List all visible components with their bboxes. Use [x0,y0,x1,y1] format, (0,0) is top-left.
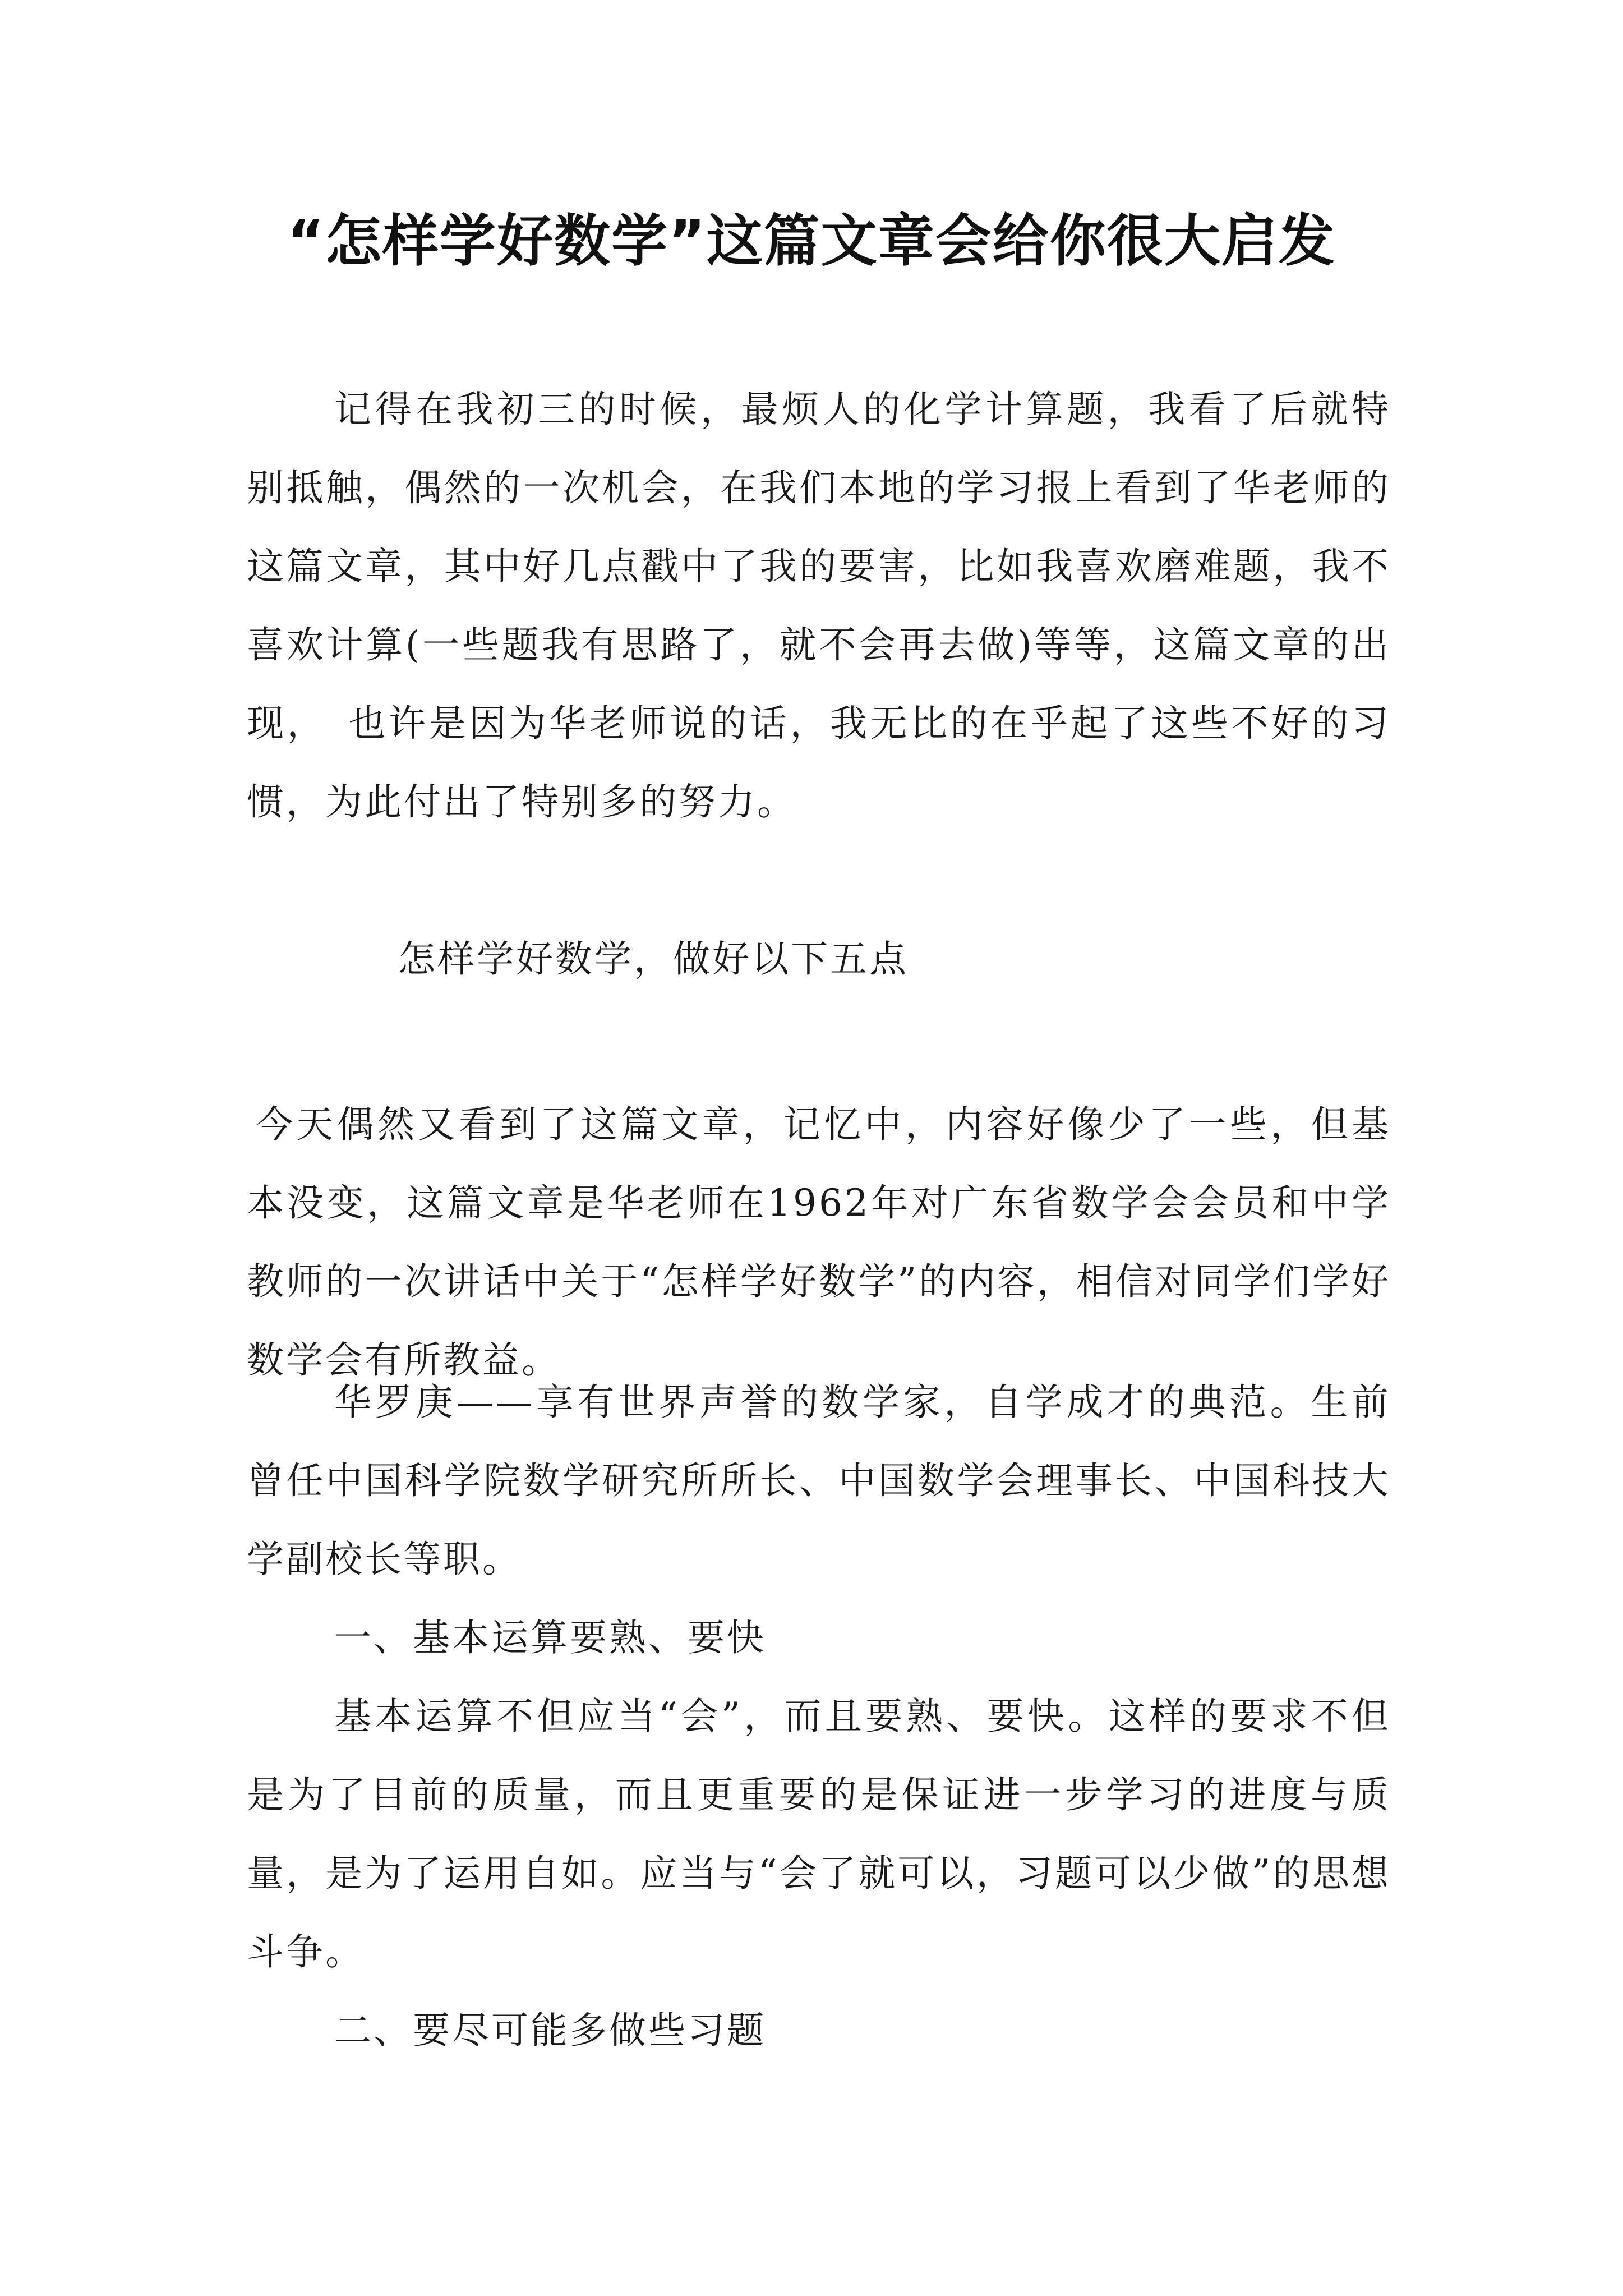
subheading-block [247,920,1391,999]
intro-paragraph: 记得在我初三的时候，最烦人的化学计算题，我看了后就特别抵触，偶然的一次机会，在我们本地的学习报上看到了华老师的这篇文章，其中好几点戳中了我的要害，比如我喜欢磨难题，我不喜欢计算(一些题我有思路了，就不会再去做)等等，这篇文章的出现， 也许是因为华老师说的话，我无比的在乎起了这些不好的习惯，为此付出了特别多的努力。 [247,388,1391,823]
point1-body: 基本运算不但应当“会”，而且要熟、要快。这样的要求不但是为了目前的质量，而且更重要的是保证进一步学习的进度与质量，是为了运用自如。应当与“会了就可以，习题可以少做”的思想斗争。 [247,1695,1391,1973]
point1-body-block [247,1677,1391,1991]
point2-heading-block [247,1991,1391,2070]
hua-luogeng-paragraph: 华罗庚——享有世界声誉的数学家，自学成才的典范。生前曾任中国科学院数学研究所所长、中国数学会理事长、中国科技大学副校长等职。 [247,1381,1391,1581]
point2-heading: 二、要尽可能多做些习题 [334,2009,766,2052]
today-paragraph-block [247,1085,1391,1400]
document-title: “怎样学好数学”这篇文章会给你很大启发 [287,208,1336,274]
five-points-subheading: 怎样学好数学，做好以下五点 [398,937,909,981]
point1-heading-block [247,1599,1391,1677]
hua-paragraph-block [247,1363,1391,1599]
point1-heading: 一、基本运算要熟、要快 [334,1616,766,1659]
today-paragraph: 今天偶然又看到了这篇文章，记忆中，内容好像少了一些，但基本没变，这篇文章是华老师在1962年对广东省数学会会员和中学教师的一次讲话中关于“怎样学好数学”的内容，相信对同学们学好数学会有所教益。 [247,1103,1391,1382]
intro-paragraph-block [247,370,1391,841]
